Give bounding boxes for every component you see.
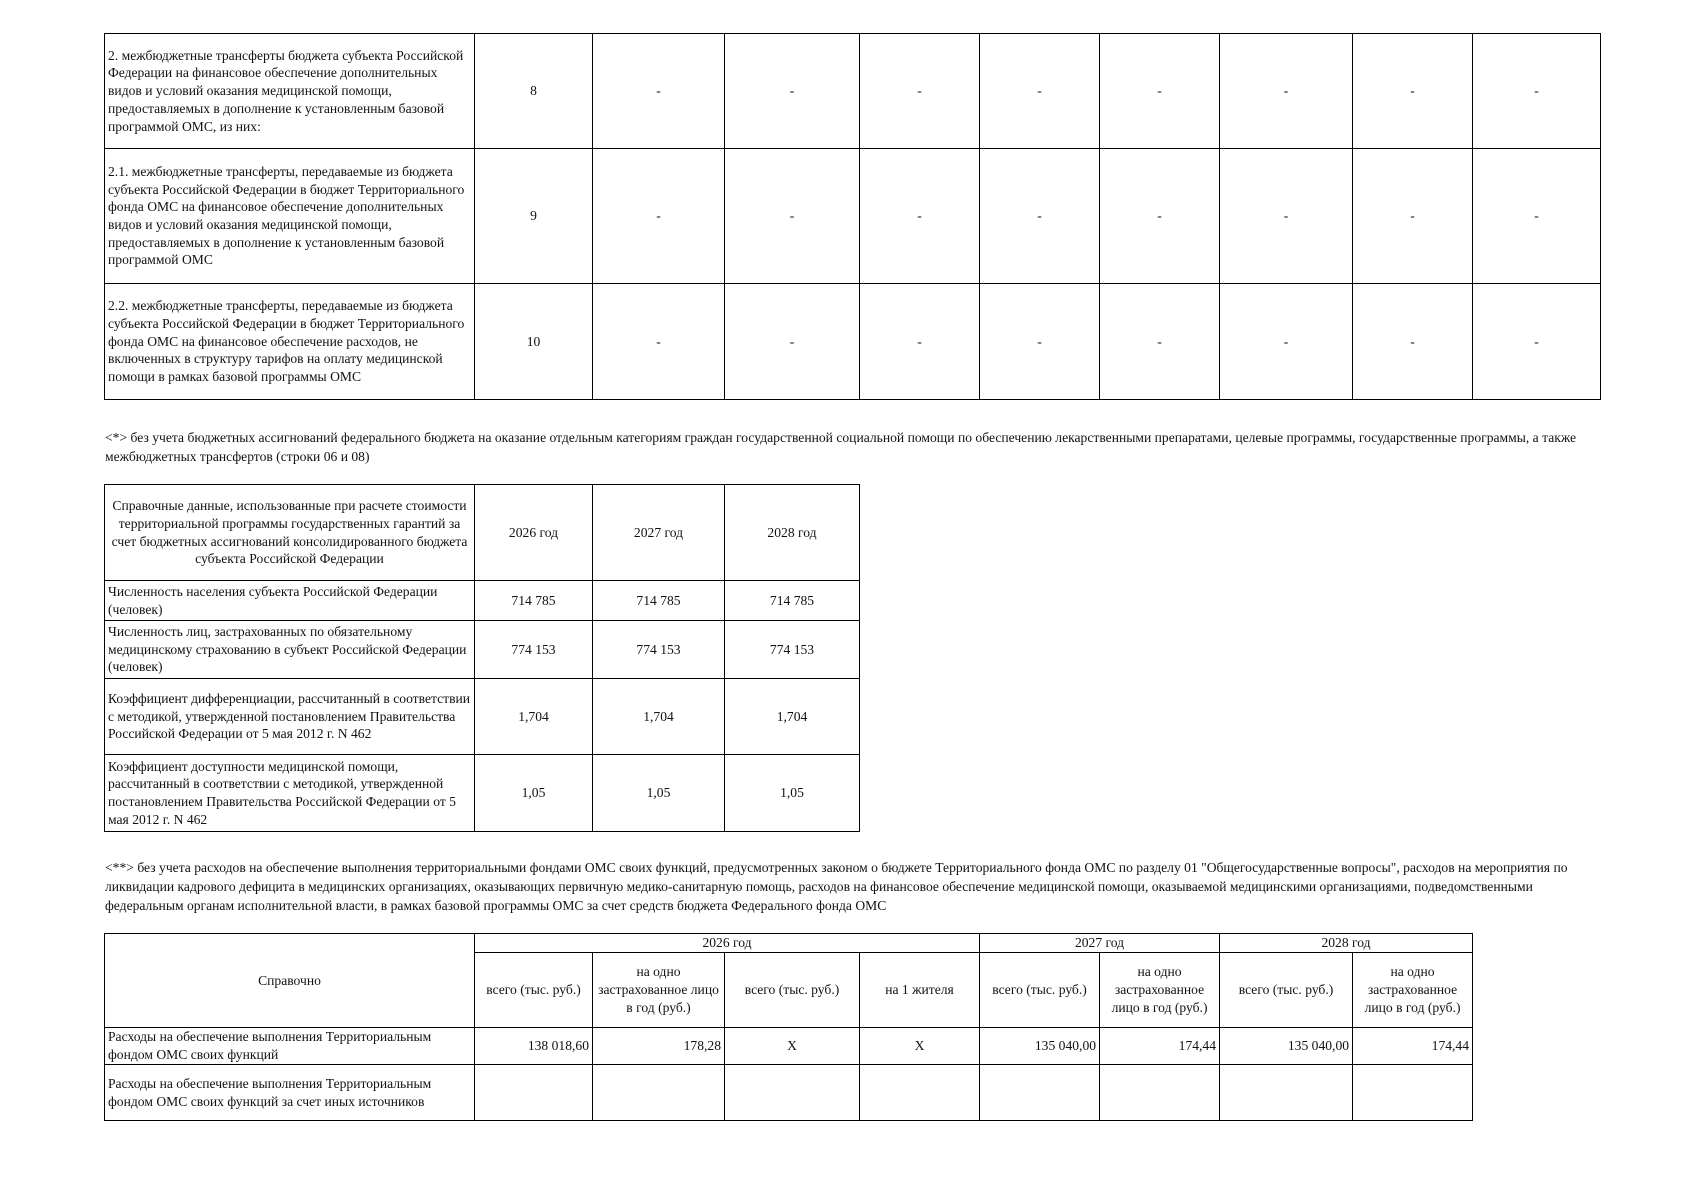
row-label: Расходы на обеспечение выполнения Территориальным фондом ОМС своих функций xyxy=(105,1028,475,1065)
cell-value: - xyxy=(980,149,1100,284)
cell-value: 1,704 xyxy=(593,679,725,755)
cell-value: - xyxy=(860,284,980,400)
cell-value: 174,44 xyxy=(1100,1028,1220,1065)
header-label: Справочные данные, использованные при расчете стоимости территориальной программы государственных гарантий за счет бюджетных ассигнований консолидированного бюджета субъекта Российской Федерации xyxy=(105,485,475,581)
cell-value: 1,704 xyxy=(475,679,593,755)
subheader-cell: всего (тыс. руб.) xyxy=(980,953,1100,1028)
row-label: Коэффициент дифференциации, рассчитанный в соответствии с методикой, утвержденной постановлением Правительства Российской Федерации от 5 мая 2012 г. N 462 xyxy=(105,679,475,755)
row-label: Коэффициент доступности медицинской помощи, рассчитанный в соответствии с методикой, утвержденной постановлением Правительства Российской Федерации от 5 мая 2012 г. N 462 xyxy=(105,755,475,832)
table-row xyxy=(105,149,1601,284)
subheader-cell: на 1 жителя xyxy=(860,953,980,1028)
cell-value: - xyxy=(1353,34,1473,149)
cell-value: - xyxy=(1353,149,1473,284)
footnote-double-star: <**> без учета расходов на обеспечение выполнения территориальными фондами ОМС своих функций, предусмотренных законом о бюджете Территориального фонда ОМС по разделу 01 "Общегосударственные вопросы", расходов на мероприятия по ликвидации кадрового дефицита в медицинских организациях, оказывающих первичную медико-санитарную помощь, расходов на финансовое обеспечение медицинской помощи, оказываемой медицинскими организациями, подведомственными федеральным органам исполнительной власти, в рамках базовой программы ОМС за счет средств бюджета Федерального фонда ОМС xyxy=(105,860,1568,913)
cell-value: - xyxy=(1473,34,1601,149)
subheader-cell: всего (тыс. руб.) xyxy=(725,953,860,1028)
cell-value: 135 040,00 xyxy=(980,1028,1100,1065)
row-number: 8 xyxy=(475,34,593,149)
table-row xyxy=(105,621,860,679)
cell-value xyxy=(860,1065,980,1121)
cell-value: 178,28 xyxy=(593,1028,725,1065)
table-row xyxy=(105,1065,1473,1121)
cell-value xyxy=(475,1065,593,1121)
cell-value: - xyxy=(1100,34,1220,149)
row-label: Расходы на обеспечение выполнения Территориальным фондом ОМС своих функций за счет иных источников xyxy=(105,1065,475,1121)
header-year: 2028 год xyxy=(725,485,860,581)
cell-value: 714 785 xyxy=(725,581,860,621)
cell-value: - xyxy=(1353,284,1473,400)
row-number: 10 xyxy=(475,284,593,400)
fund-expenses-table xyxy=(104,933,1473,1121)
cell-value: - xyxy=(593,34,725,149)
cell-value: - xyxy=(593,284,725,400)
cell-value: 1,704 xyxy=(725,679,860,755)
row-label: Численность лиц, застрахованных по обязательному медицинскому страхованию в субъект Российской Федерации (человек) xyxy=(105,621,475,679)
cell-value: - xyxy=(1100,284,1220,400)
cell-value: - xyxy=(725,284,860,400)
cell-value xyxy=(1100,1065,1220,1121)
cell-value: 714 785 xyxy=(593,581,725,621)
cell-value: - xyxy=(725,149,860,284)
subheader-cell: на одно застрахованное лицо в год (руб.) xyxy=(1353,953,1473,1028)
header-year: 2027 год xyxy=(593,485,725,581)
cell-value: 774 153 xyxy=(593,621,725,679)
cell-value: 774 153 xyxy=(725,621,860,679)
row-label: 2. межбюджетные трансферты бюджета субъекта Российской Федерации на финансовое обеспечение дополнительных видов и условий оказания медицинской помощи, предоставляемых в дополнение к установленным базовой программой ОМС, из них: xyxy=(105,34,475,149)
header-year: 2026 год xyxy=(475,485,593,581)
cell-value: - xyxy=(860,149,980,284)
cell-value: - xyxy=(1473,149,1601,284)
cell-value: - xyxy=(1220,34,1353,149)
cell-value: X xyxy=(860,1028,980,1065)
header-label: Справочно xyxy=(105,934,475,1028)
row-label: 2.2. межбюджетные трансферты, передаваемые из бюджета субъекта Российской Федерации в бюджет Территориального фонда ОМС на финансовое обеспечение расходов, не включенных в структуру тарифов на оплату медицинской помощи в рамках базовой программы ОМС xyxy=(105,284,475,400)
cell-value xyxy=(1220,1065,1353,1121)
header-year: 2026 год xyxy=(475,934,980,953)
cell-value: 135 040,00 xyxy=(1220,1028,1353,1065)
cell-value: 774 153 xyxy=(475,621,593,679)
row-number: 9 xyxy=(475,149,593,284)
transfers-table xyxy=(104,33,1601,400)
cell-value xyxy=(980,1065,1100,1121)
cell-value xyxy=(593,1065,725,1121)
cell-value xyxy=(725,1065,860,1121)
cell-value: 1,05 xyxy=(475,755,593,832)
cell-value: - xyxy=(725,34,860,149)
table-row xyxy=(105,679,860,755)
row-label: Численность населения субъекта Российской Федерации (человек) xyxy=(105,581,475,621)
reference-data-table xyxy=(104,484,860,832)
cell-value: 138 018,60 xyxy=(475,1028,593,1065)
cell-value: 714 785 xyxy=(475,581,593,621)
cell-value: 1,05 xyxy=(725,755,860,832)
header-year: 2027 год xyxy=(980,934,1220,953)
subheader-cell: на одно застрахованное лицо в год (руб.) xyxy=(593,953,725,1028)
cell-value: - xyxy=(1473,284,1601,400)
table-header-row xyxy=(105,934,1473,953)
table-row xyxy=(105,1028,1473,1065)
subheader-cell: всего (тыс. руб.) xyxy=(475,953,593,1028)
cell-value: - xyxy=(593,149,725,284)
cell-value: X xyxy=(725,1028,860,1065)
table-row xyxy=(105,755,860,832)
cell-value: - xyxy=(980,284,1100,400)
cell-value: 174,44 xyxy=(1353,1028,1473,1065)
cell-value: 1,05 xyxy=(593,755,725,832)
table-row xyxy=(105,34,1601,149)
table-row xyxy=(105,581,860,621)
cell-value: - xyxy=(1220,284,1353,400)
footnote-single-star: <*> без учета бюджетных ассигнований федерального бюджета на оказание отдельным категориям граждан государственной социальной помощи по обеспечению лекарственными препаратами, целевые программы, государственные программы, а также межбюджетных трансфертов (строки 06 и 08) xyxy=(105,430,1577,464)
header-year: 2028 год xyxy=(1220,934,1473,953)
cell-value: - xyxy=(980,34,1100,149)
subheader-cell: всего (тыс. руб.) xyxy=(1220,953,1353,1028)
cell-value: - xyxy=(860,34,980,149)
row-label: 2.1. межбюджетные трансферты, передаваемые из бюджета субъекта Российской Федерации в бюджет Территориального фонда ОМС на финансовое обеспечение дополнительных видов и условий оказания медицинской помощи, предоставляемых в дополнение к установленным базовой программой ОМС xyxy=(105,149,475,284)
table-row xyxy=(105,284,1601,400)
table-header-row xyxy=(105,485,860,581)
cell-value: - xyxy=(1220,149,1353,284)
cell-value xyxy=(1353,1065,1473,1121)
subheader-cell: на одно застрахованное лицо в год (руб.) xyxy=(1100,953,1220,1028)
cell-value: - xyxy=(1100,149,1220,284)
